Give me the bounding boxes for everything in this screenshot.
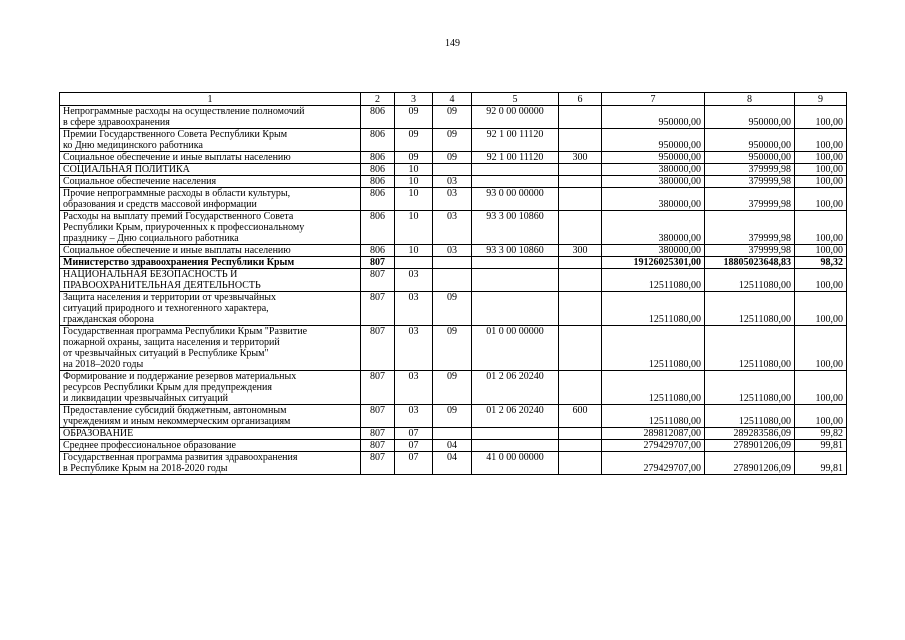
target-article-cell [472,428,559,440]
expense-type-cell: 300 [559,245,602,257]
percent-cell: 100,00 [795,405,847,428]
column-header: 9 [795,93,847,106]
code-cell: 806 [361,245,395,257]
percent-cell: 99,81 [795,452,847,475]
percent-cell: 100,00 [795,269,847,292]
expense-type-cell [559,440,602,452]
table-row [60,164,847,176]
section-cell: 10 [395,245,433,257]
table-row [60,152,847,164]
planned-amount-cell: 12511080,00 [602,405,705,428]
section-cell: 07 [395,440,433,452]
percent-cell: 100,00 [795,245,847,257]
percent-cell: 100,00 [795,164,847,176]
row-name-line: Социальное обеспечение и иные выплаты населению [63,245,291,256]
section-cell: 10 [395,176,433,188]
code-cell: 807 [361,440,395,452]
target-article-cell: 01 0 00 00000 [472,326,559,371]
subsection-cell: 03 [433,188,472,211]
code-cell: 807 [361,257,395,269]
percent-cell: 100,00 [795,129,847,152]
executed-amount-cell: 12511080,00 [705,326,795,371]
percent-cell: 100,00 [795,326,847,371]
row-name-line: ко Дню медицинского работника [63,140,203,151]
code-cell: 806 [361,152,395,164]
section-cell: 10 [395,211,433,245]
row-name-cell [60,106,361,129]
subsection-cell [433,257,472,269]
row-name-line: ПРАВООХРАНИТЕЛЬНАЯ ДЕЯТЕЛЬНОСТЬ [63,280,261,291]
executed-amount-cell: 379999,98 [705,245,795,257]
executed-amount-cell: 12511080,00 [705,371,795,405]
planned-amount-cell: 950000,00 [602,129,705,152]
executed-amount-cell: 950000,00 [705,129,795,152]
expense-type-cell [559,188,602,211]
column-header: 6 [559,93,602,106]
percent-cell: 100,00 [795,188,847,211]
expense-type-cell [559,428,602,440]
table-header-row [60,93,847,106]
table-row [60,176,847,188]
column-header: 3 [395,93,433,106]
executed-amount-cell: 379999,98 [705,164,795,176]
section-cell: 03 [395,371,433,405]
expense-type-cell: 300 [559,152,602,164]
section-cell: 07 [395,428,433,440]
percent-cell: 100,00 [795,292,847,326]
executed-amount-cell: 12511080,00 [705,292,795,326]
column-header: 7 [602,93,705,106]
target-article-cell [472,176,559,188]
executed-amount-cell: 950000,00 [705,152,795,164]
expense-type-cell: 600 [559,405,602,428]
section-cell: 09 [395,129,433,152]
planned-amount-cell: 12511080,00 [602,371,705,405]
row-name-cell [60,152,361,164]
section-cell: 10 [395,164,433,176]
row-name-cell [60,326,361,371]
percent-cell: 100,00 [795,371,847,405]
expense-type-cell [559,176,602,188]
row-name-line: НАЦИОНАЛЬНАЯ БЕЗОПАСНОСТЬ И [63,269,238,280]
row-name-line: Расходы на выплату премий Государственного Совета [63,211,294,222]
page-number: 149 [445,38,460,49]
executed-amount-cell: 289283586,09 [705,428,795,440]
row-name-cell [60,292,361,326]
table-row [60,211,847,245]
table-row [60,292,847,326]
row-name-line: от чрезвычайных ситуаций в Республике Крым" [63,348,269,359]
target-article-cell: 93 0 00 00000 [472,188,559,211]
percent-cell: 100,00 [795,176,847,188]
code-cell: 806 [361,106,395,129]
expense-type-cell [559,164,602,176]
table-row [60,129,847,152]
planned-amount-cell: 380000,00 [602,211,705,245]
target-article-cell [472,257,559,269]
subsection-cell: 03 [433,176,472,188]
section-cell: 09 [395,106,433,129]
subsection-cell [433,269,472,292]
code-cell: 806 [361,211,395,245]
section-cell: 03 [395,292,433,326]
target-article-cell: 92 1 00 11120 [472,152,559,164]
row-name-line: ситуаций природного и техногенного характера, [63,303,269,314]
row-name-line: Социальное обеспечение населения [63,176,217,187]
code-cell: 806 [361,164,395,176]
row-name-line: и ликвидации чрезвычайных ситуаций [63,393,228,404]
column-header: 2 [361,93,395,106]
planned-amount-cell: 380000,00 [602,164,705,176]
percent-cell: 99,81 [795,440,847,452]
row-name-cell [60,428,361,440]
executed-amount-cell: 379999,98 [705,211,795,245]
code-cell: 806 [361,188,395,211]
row-name-cell [60,405,361,428]
planned-amount-cell: 289812087,00 [602,428,705,440]
row-name-line: пожарной охраны, защита населения и территорий [63,337,280,348]
table-row [60,257,847,269]
row-name-line: Формирование и поддержание резервов материальных [63,371,297,382]
planned-amount-cell: 380000,00 [602,176,705,188]
table-row [60,440,847,452]
code-cell: 806 [361,129,395,152]
row-name-line: учреждениям и иным некоммерческим организациям [63,416,291,427]
executed-amount-cell: 950000,00 [705,106,795,129]
planned-amount-cell: 12511080,00 [602,269,705,292]
percent-cell: 98,32 [795,257,847,269]
code-cell: 807 [361,371,395,405]
planned-amount-cell: 380000,00 [602,245,705,257]
column-header: 1 [60,93,361,106]
column-header: 4 [433,93,472,106]
row-name-line: Социальное обеспечение и иные выплаты населению [63,152,291,163]
planned-amount-cell: 279429707,00 [602,452,705,475]
section-cell: 03 [395,269,433,292]
row-name-line: Среднее профессиональное образование [63,440,236,451]
row-name-cell [60,129,361,152]
row-name-line: в Республике Крым на 2018-2020 годы [63,463,228,474]
row-name-line: гражданская оборона [63,314,154,325]
executed-amount-cell: 379999,98 [705,176,795,188]
planned-amount-cell: 12511080,00 [602,292,705,326]
row-name-cell [60,371,361,405]
code-cell: 806 [361,176,395,188]
row-name-cell [60,211,361,245]
expense-type-cell [559,129,602,152]
table-row [60,405,847,428]
executed-amount-cell: 278901206,09 [705,440,795,452]
subsection-cell: 09 [433,129,472,152]
target-article-cell: 92 1 00 11120 [472,129,559,152]
row-name-line: Предоставление субсидий бюджетным, автономным [63,405,287,416]
expense-type-cell [559,452,602,475]
row-name-cell [60,164,361,176]
planned-amount-cell: 279429707,00 [602,440,705,452]
target-article-cell [472,269,559,292]
code-cell: 807 [361,452,395,475]
section-cell [395,257,433,269]
section-cell: 03 [395,405,433,428]
target-article-cell: 92 0 00 00000 [472,106,559,129]
percent-cell: 100,00 [795,152,847,164]
planned-amount-cell: 12511080,00 [602,326,705,371]
row-name-line: Республики Крым, приуроченных к профессиональному [63,222,305,233]
section-cell: 10 [395,188,433,211]
subsection-cell: 09 [433,292,472,326]
code-cell: 807 [361,269,395,292]
subsection-cell: 09 [433,106,472,129]
row-name-line: в сфере здравоохранения [63,117,170,128]
target-article-cell [472,292,559,326]
section-cell: 03 [395,326,433,371]
target-article-cell [472,440,559,452]
column-header: 8 [705,93,795,106]
subsection-cell [433,164,472,176]
expense-type-cell [559,326,602,371]
budget-table [59,92,847,475]
executed-amount-cell: 278901206,09 [705,452,795,475]
table-row [60,371,847,405]
target-article-cell: 41 0 00 00000 [472,452,559,475]
percent-cell: 99,82 [795,428,847,440]
subsection-cell: 09 [433,326,472,371]
row-name-line: празднику – Дню социального работника [63,233,239,244]
subsection-cell: 09 [433,152,472,164]
table-row [60,452,847,475]
row-name-line: Государственная программа развития здравоохранения [63,452,298,463]
row-name-line: Защита населения и территории от чрезвычайных [63,292,277,303]
table-row [60,245,847,257]
code-cell: 807 [361,428,395,440]
table-row [60,428,847,440]
expense-type-cell [559,269,602,292]
row-name-cell [60,257,361,269]
row-name-line: Премии Государственного Совета Республики Крым [63,129,288,140]
executed-amount-cell: 18805023648,83 [705,257,795,269]
target-article-cell: 93 3 00 10860 [472,211,559,245]
table-row [60,326,847,371]
row-name-line: ресурсов Республики Крым для предупреждения [63,382,272,393]
subsection-cell: 04 [433,452,472,475]
table-row [60,106,847,129]
row-name-line: образования и средств массовой информации [63,199,257,210]
expense-type-cell [559,106,602,129]
row-name-cell [60,440,361,452]
percent-cell: 100,00 [795,211,847,245]
percent-cell: 100,00 [795,106,847,129]
column-header: 5 [472,93,559,106]
row-name-line: Министерство здравоохранения Республики Крым [63,257,295,268]
table-row [60,269,847,292]
subsection-cell [433,428,472,440]
planned-amount-cell: 950000,00 [602,152,705,164]
executed-amount-cell: 379999,98 [705,188,795,211]
row-name-line: ОБРАЗОВАНИЕ [63,428,134,439]
subsection-cell: 09 [433,405,472,428]
table-row [60,188,847,211]
expense-type-cell [559,292,602,326]
expense-type-cell [559,257,602,269]
expense-type-cell [559,211,602,245]
section-cell: 09 [395,152,433,164]
executed-amount-cell: 12511080,00 [705,405,795,428]
code-cell: 807 [361,326,395,371]
row-name-line: Государственная программа Республики Крым "Развитие [63,326,308,337]
executed-amount-cell: 12511080,00 [705,269,795,292]
row-name-cell [60,245,361,257]
subsection-cell: 04 [433,440,472,452]
row-name-cell [60,452,361,475]
row-name-cell [60,269,361,292]
target-article-cell: 93 3 00 10860 [472,245,559,257]
code-cell: 807 [361,405,395,428]
planned-amount-cell: 950000,00 [602,106,705,129]
planned-amount-cell: 19126025301,00 [602,257,705,269]
row-name-line: на 2018–2020 годы [63,359,144,370]
row-name-line: Непрограммные расходы на осуществление полномочий [63,106,305,117]
row-name-cell [60,176,361,188]
target-article-cell [472,164,559,176]
target-article-cell: 01 2 06 20240 [472,405,559,428]
section-cell: 07 [395,452,433,475]
code-cell: 807 [361,292,395,326]
row-name-line: Прочие непрограммные расходы в области культуры, [63,188,291,199]
subsection-cell: 09 [433,371,472,405]
expense-type-cell [559,371,602,405]
row-name-line: СОЦИАЛЬНАЯ ПОЛИТИКА [63,164,190,175]
subsection-cell: 03 [433,245,472,257]
target-article-cell: 01 2 06 20240 [472,371,559,405]
planned-amount-cell: 380000,00 [602,188,705,211]
row-name-cell [60,188,361,211]
subsection-cell: 03 [433,211,472,245]
